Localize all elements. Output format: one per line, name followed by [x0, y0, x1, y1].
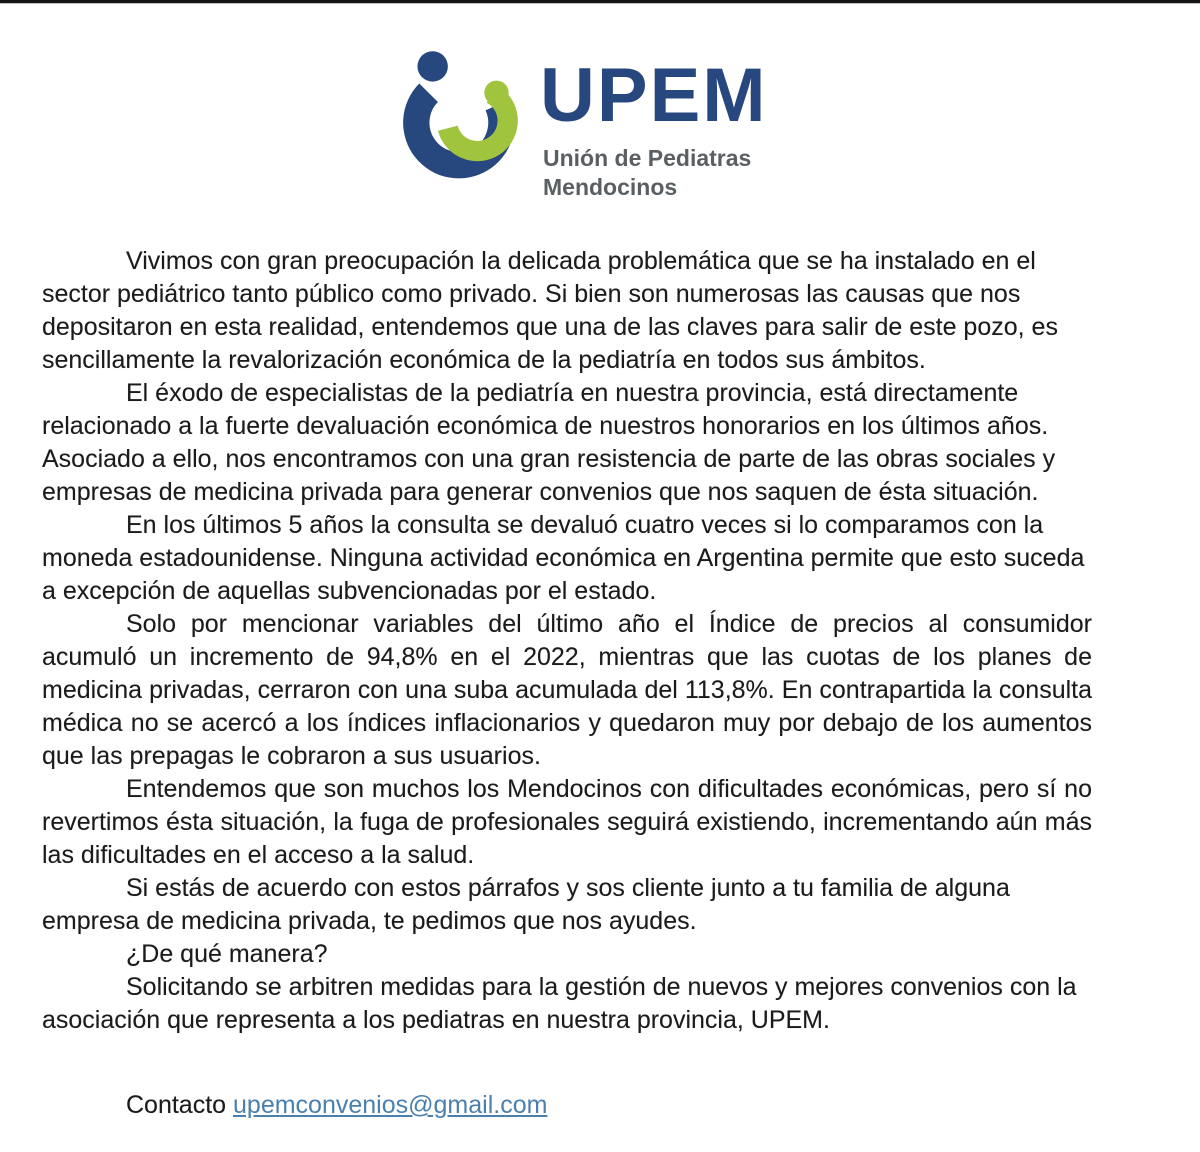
logo-acronym: UPEM — [540, 53, 768, 138]
contact-label: Contacto — [126, 1091, 227, 1119]
logo-text-block — [540, 36, 768, 202]
letter-paragraph: Entendemos que son muchos los Mendocinos con dificultades económicas, pero sí no revertimos ésta situación, la fuga de profesionales seguirá existiendo, incrementando aún más las dificultades en el acceso a la salud. — [42, 775, 1092, 869]
letter-paragraph: El éxodo de especialistas de la pediatría en nuestra provincia, está directamente relacionado a la fuerte devaluación económica de nuestros honorarios en los últimos años. Asociado a ello, nos encontramos con una gran resistencia de parte de las obras sociales y empresas de medicina privada para generar convenios que nos saquen de ésta situación. — [42, 379, 1056, 506]
letter-paragraph: Vivimos con gran preocupación la delicada problemática que se ha instalado en el sector pediátrico tanto público como privado. Si bien son numerosas las causas que nos depositaron en esta realidad, entendemos que una de las claves para salir de este pozo, es sencillamente la revalorización económica de la pediatría en todos sus ámbitos. — [42, 247, 1058, 374]
letter-body — [42, 245, 1092, 1122]
logo-tagline-line1: Unión de Pediatras — [543, 145, 752, 171]
contact-line — [42, 1089, 1092, 1122]
letter-paragraph: En los últimos 5 años la consulta se devaluó cuatro veces si lo comparamos con la moneda estadounidense. Ninguna actividad económica en Argentina permite que esto suceda a excepción de aquellas subvencionadas por el estado. — [42, 511, 1085, 605]
letter-paragraph: Si estás de acuerdo con estos párrafos y sos cliente junto a tu familia de alguna empresa de medicina privada, te pedimos que nos ayudes. — [42, 874, 1010, 935]
contact-email-link[interactable]: upemconvenios@gmail.com — [233, 1091, 548, 1119]
logo-tagline — [543, 144, 768, 202]
letter-paragraph: Solo por mencionar variables del último año el Índice de precios al consumidor acumuló un incremento de 94,8% en el 2022, mientras que las cuotas de los planes de medicina privadas, cerraron con una suba acumulada del 113,8%. En contrapartida la consulta médica no se acercó a los índices inflacionarios y quedaron muy por debajo de los aumentos que las prepagas le cobraron a sus usuarios. — [42, 610, 1092, 770]
logo-tagline-line2: Mendocinos — [543, 174, 678, 200]
upem-logo — [388, 36, 768, 202]
parent-child-icon — [388, 36, 530, 190]
letter-paragraph: Solicitando se arbitren medidas para la gestión de nuevos y mejores convenios con la asociación que representa a los pediatras en nuestra provincia, UPEM. — [42, 973, 1077, 1034]
top-border-bar — [0, 0, 1200, 3]
question-line: ¿De qué manera? — [126, 940, 328, 968]
